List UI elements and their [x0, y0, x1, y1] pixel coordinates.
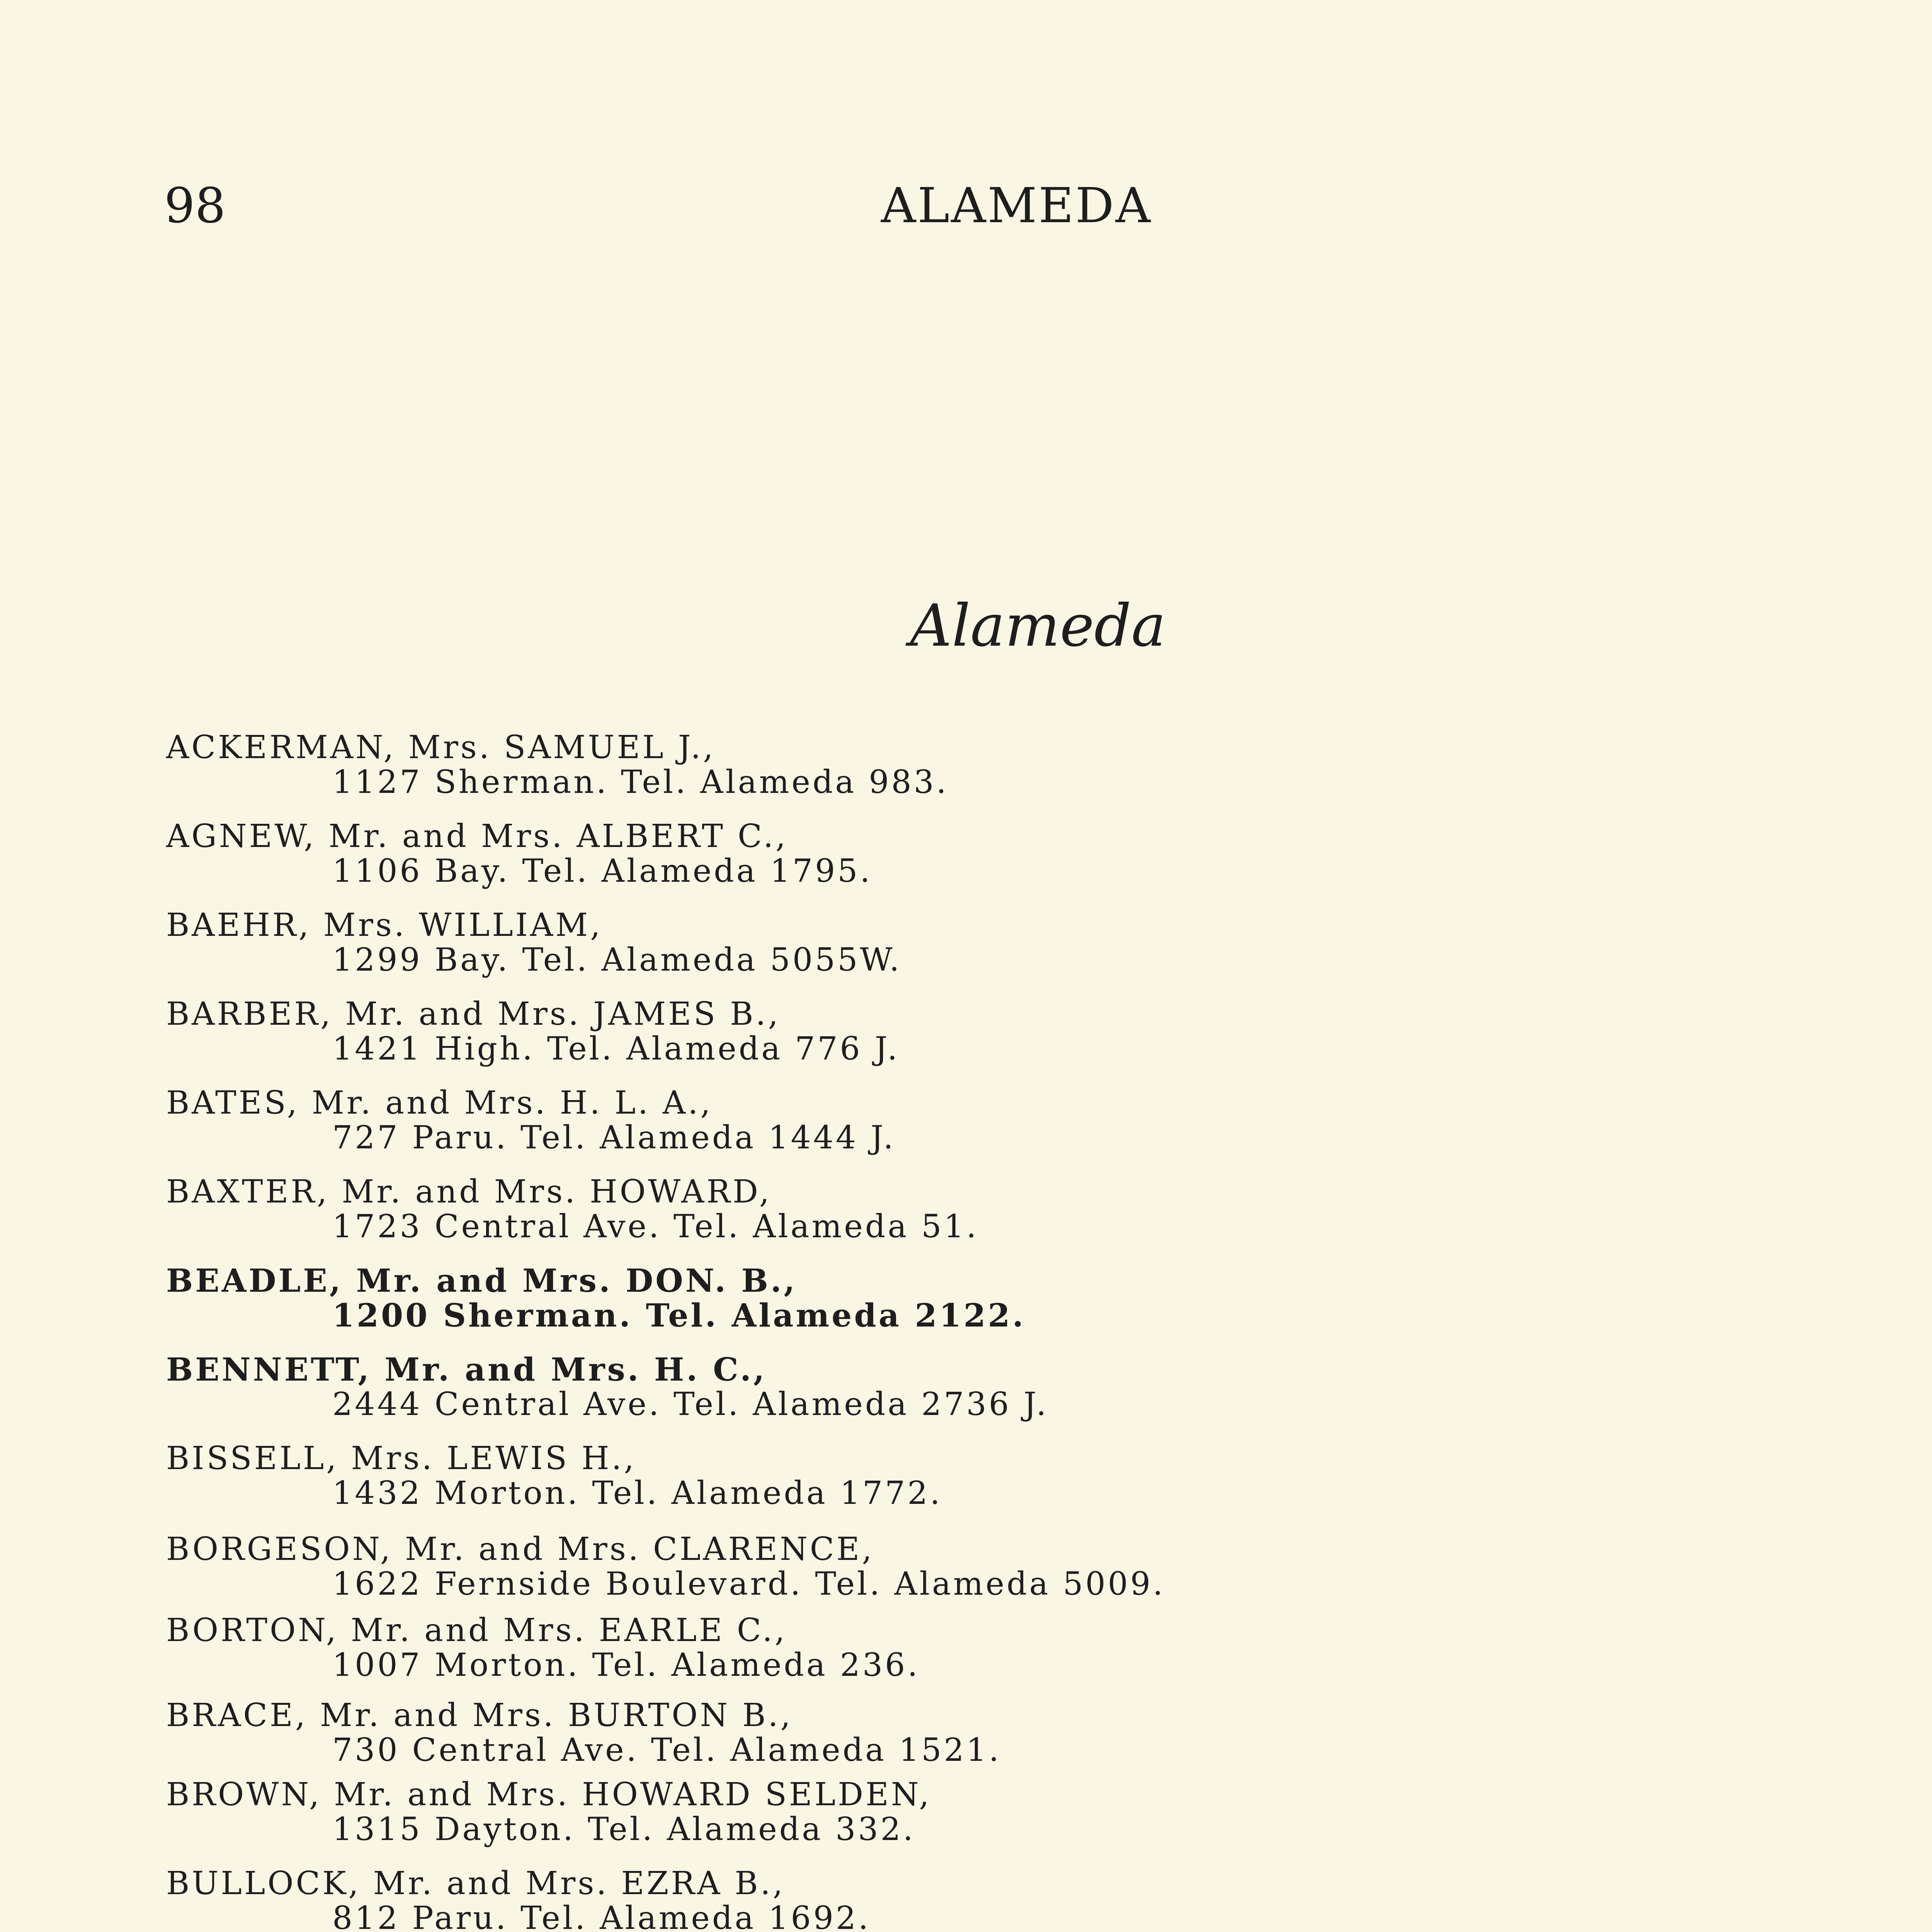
entry-name: BORTON, Mr. and Mrs. EARLE C., [166, 1612, 787, 1649]
directory-entry [166, 1698, 1866, 1768]
entry-address: 2444 Central Ave. Tel. Alameda 2736 J. [332, 1386, 1049, 1423]
running-head: ALAMEDA [881, 178, 1152, 234]
directory-entry [166, 1532, 1866, 1602]
entry-name: BARBER, Mr. and Mrs. JAMES B., [166, 996, 781, 1032]
section-title: Alameda [910, 592, 1166, 660]
entry-address: 1007 Morton. Tel. Alameda 236. [332, 1647, 920, 1684]
directory-entry [166, 1175, 1866, 1244]
directory-entry [166, 1352, 1866, 1422]
directory-entry [166, 819, 1866, 889]
entry-address: 1299 Bay. Tel. Alameda 5055W. [332, 942, 902, 978]
entry-address: 1432 Morton. Tel. Alameda 1772. [332, 1475, 942, 1512]
entry-name: BAEHR, Mrs. WILLIAM, [166, 907, 603, 944]
entry-name: BULLOCK, Mr. and Mrs. EZRA B., [166, 1865, 785, 1902]
entry-name: BAXTER, Mr. and Mrs. HOWARD, [166, 1173, 772, 1210]
entry-address: 727 Paru. Tel. Alameda 1444 J. [332, 1119, 896, 1156]
entry-address: 1127 Sherman. Tel. Alameda 983. [332, 764, 949, 801]
entry-address: 1622 Fernside Boulevard. Tel. Alameda 5009. [332, 1566, 1165, 1602]
entry-name: ACKERMAN, Mrs. SAMUEL J., [166, 729, 716, 766]
entry-address: 730 Central Ave. Tel. Alameda 1521. [332, 1732, 1001, 1769]
entry-address: 812 Paru. Tel. Alameda 1692. [332, 1900, 871, 1932]
entry-address: 1106 Bay. Tel. Alameda 1795. [332, 853, 872, 889]
entry-name: BORGESON, Mr. and Mrs. CLARENCE, [166, 1531, 874, 1568]
entry-name: BISSELL, Mrs. LEWIS H., [166, 1440, 636, 1477]
directory-entry [166, 1777, 1866, 1847]
directory-entry [166, 1441, 1866, 1511]
directory-entry [166, 1264, 1866, 1333]
entry-name: BEADLE, Mr. and Mrs. DON. B., [166, 1262, 797, 1299]
entry-address: 1421 High. Tel. Alameda 776 J. [332, 1031, 900, 1067]
entry-name: BENNETT, Mr. and Mrs. H. C., [166, 1351, 767, 1388]
directory-entry [166, 1613, 1866, 1683]
entry-name: BRACE, Mr. and Mrs. BURTON B., [166, 1697, 793, 1734]
directory-entry [166, 730, 1866, 800]
entry-name: BATES, Mr. and Mrs. H. L. A., [166, 1085, 713, 1121]
page-number: 98 [164, 178, 226, 234]
entry-name: AGNEW, Mr. and Mrs. ALBERT C., [166, 818, 788, 855]
directory-entry [166, 997, 1866, 1066]
directory-entry [166, 908, 1866, 978]
entry-address: 1723 Central Ave. Tel. Alameda 51. [332, 1208, 979, 1245]
entry-name: BROWN, Mr. and Mrs. HOWARD SELDEN, [166, 1776, 932, 1813]
entry-address: 1315 Dayton. Tel. Alameda 332. [332, 1811, 915, 1848]
directory-entry [166, 1866, 1866, 1932]
directory-entry [166, 1086, 1866, 1155]
entry-address: 1200 Sherman. Tel. Alameda 2122. [332, 1297, 1026, 1334]
